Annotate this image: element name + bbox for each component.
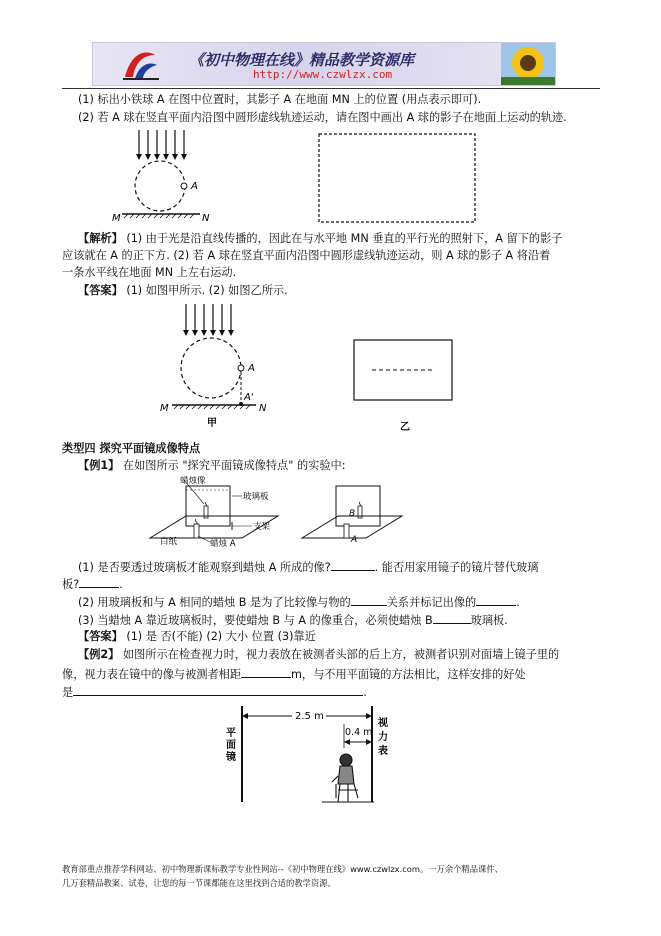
chart-label-char-1: 视 (378, 718, 388, 729)
label-b: B (349, 509, 356, 519)
chart-label-char-2: 力 (378, 732, 388, 743)
example-2-line-1: 【例2】 如图所示在检查视力时，视力表放在被测者头部的后上方，被测者识别对面墙上镜子里的 (78, 648, 560, 661)
label-a: A (191, 181, 198, 192)
caption-right: 乙 (400, 422, 410, 433)
circular-path (135, 161, 185, 211)
answer-blank-3[interactable] (351, 593, 387, 606)
header-title: 《初中物理在线》精品教学资源库 (189, 51, 415, 69)
question-part-1: (1) 标出小铁球 A 在图中位置时，其影子 A 在地面 MN 上的位置 (用点表示即可). (78, 93, 482, 106)
answer-blank-6[interactable] (241, 665, 291, 678)
example-1-q1-cont: 板? . (62, 575, 582, 593)
answer-blank-1[interactable] (331, 558, 375, 571)
person-icon (322, 754, 374, 802)
answer-blank-5[interactable] (433, 611, 471, 624)
label-stand: 支架 (253, 522, 271, 532)
example-1-q3: (3) 当蜡烛 A 靠近玻璃板时，要使蜡烛 B 与 A 的像重合，必须使蜡烛 B 玻璃板. (78, 611, 598, 629)
analysis-line-1: 【解析】 (1) 由于光是沿直线传播的，因此在与水平地 MN 垂直的平行光的照射下，A 留下的影子 (78, 232, 563, 245)
analysis-line-3: 一条水平线在地面 MN 上左右运动. (62, 266, 237, 279)
shadow-drawing-box (319, 134, 475, 222)
mirror-label-char-3: 镜 (226, 752, 236, 763)
answer-blank-4[interactable] (476, 593, 516, 606)
answer-tag: 【答案】 (78, 284, 123, 297)
answer-1: 【答案】 (1) 如图甲所示. (2) 如图乙所示. (78, 284, 288, 297)
label-candle-image: 蜡烛像 (180, 476, 206, 486)
mirror-label-char-1: 平 (226, 728, 236, 739)
example-1-intro: 【例1】 在如图所示 "探究平面镜成像特点" 的实验中: (78, 459, 346, 472)
label-candle-a: 蜡烛 A (210, 539, 236, 549)
sunflower-icon (501, 43, 555, 85)
label-a-prime: A' (244, 392, 254, 403)
answer-blank-7[interactable] (73, 683, 363, 696)
label-a: A (351, 535, 358, 545)
question-part-2: (2) 若 A 球在竖直平面内沿图中圆形虚线轨迹运动，请在图中画出 A 球的影子在地面上运动的轨迹. (78, 111, 567, 124)
analysis-line-2: 应该就在 A 的正下方. (2) 若 A 球在竖直平面内沿图中圆形虚线轨迹运动，则 A 球的影子 A 将沿着 (62, 249, 551, 262)
header-url[interactable]: http://www.czwlzx.com (253, 68, 393, 81)
figure-1 (108, 128, 488, 224)
footer-line-1: 教育部重点推荐学科网站、初中物理新课标教学专业性网站--《初中物理在线》www.czwlzx.com。一万余个精品课件、 (62, 864, 503, 874)
label-m: M (112, 213, 121, 224)
analysis-tag: 【解析】 (78, 232, 123, 245)
caption-left: 甲 (207, 418, 217, 429)
svg-text:M: M (160, 403, 169, 414)
header-banner (92, 42, 556, 86)
svg-text:N: N (259, 403, 267, 414)
ball-a (238, 365, 244, 371)
footer-line-2: 几万套精品教案、试卷，让您的每一节课都能在这里找到合适的教学资源。 (62, 878, 336, 888)
mirror-label-char-2: 面 (226, 740, 236, 751)
answer-2: 【答案】 (1) 是 否(不能) (2) 大小 位置 (3)靠近 (78, 630, 316, 643)
figure-3 (146, 476, 408, 550)
ball-a (181, 183, 187, 189)
distance-small-label: 0.4 m (345, 727, 373, 738)
example-1-q2: (2) 用玻璃板和与 A 相同的蜡烛 B 是为了比较像与物的 关系并标记出像的 . (78, 593, 598, 611)
label-glass-plate: 玻璃板 (243, 492, 269, 502)
header-rule (62, 88, 600, 89)
answer-blank-2[interactable] (79, 575, 119, 588)
svg-text:A: A (248, 363, 255, 374)
figure-4 (214, 702, 398, 808)
logo-icon (121, 47, 161, 83)
distance-total-label: 2.5 m (295, 711, 324, 722)
parallel-light-rays (139, 130, 184, 154)
section-title: 类型四 探究平面镜成像特点 (62, 442, 201, 455)
example-1-q1: (1) 是否要透过玻璃板才能观察到蜡烛 A 所成的像? . 能否用家用镜子的镜片替代玻璃 (78, 558, 598, 576)
label-white-paper: 白纸 (160, 537, 178, 547)
chart-label-char-3: 表 (378, 746, 388, 757)
example-2-line-3: 是 . (62, 683, 582, 701)
figure-2 (156, 300, 482, 436)
label-n: N (202, 213, 210, 224)
example-2-line-2: 像，视力表在镜中的像与被测者相距 m，与不用平面镜的方法相比，这样安排的好处 (62, 665, 582, 683)
